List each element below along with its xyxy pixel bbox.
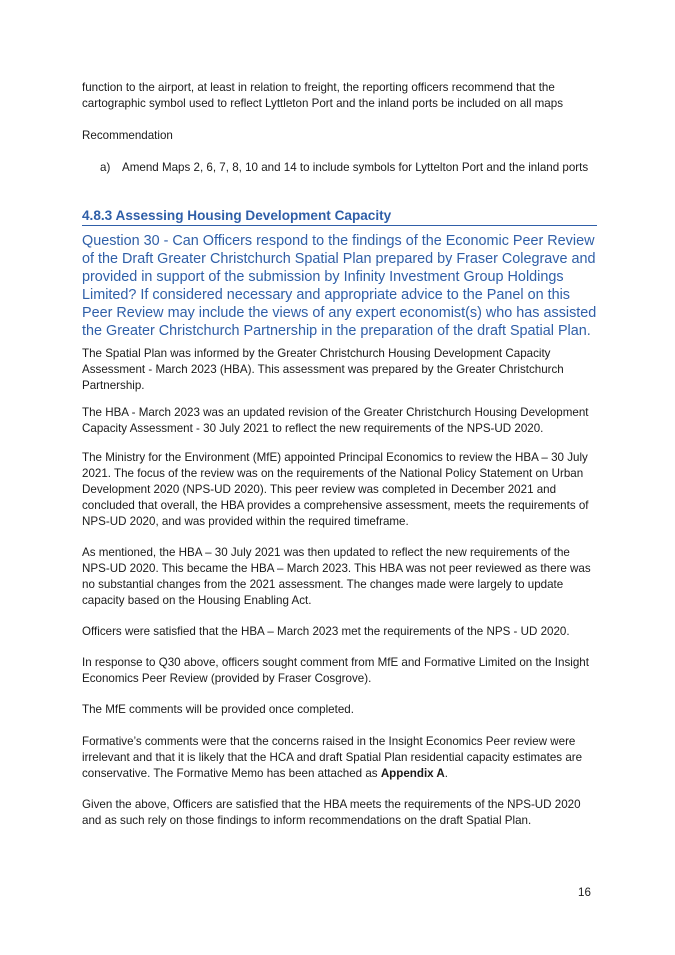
body-paragraph-8 <box>82 734 597 782</box>
section-heading: 4.8.3 Assessing Housing Development Capacity <box>82 208 597 226</box>
intro-paragraph: function to the airport, at least in relation to freight, the reporting officers recommend that the cartographic symbol used to reflect Lyttleton Port and the inland ports be included on all maps <box>82 81 563 110</box>
question-text: Question 30 - Can Officers respond to the findings of the Economic Peer Review of the Draft Greater Christchurch Spatial Plan prepared by Fraser Colegrave and provided in support of the submission by Infinity Investment Group Holdings Limited? If considered necessary and appropriate advice to the Panel on this Peer Review may include the views of any expert economist(s) who has assisted the Greater Christchurch Partnership in the preparation of the draft Spatial Plan. <box>82 233 597 339</box>
sentence-end: . <box>444 767 449 780</box>
recommendation-label: Recommendation <box>82 129 173 142</box>
page-number: 16 <box>578 886 591 899</box>
body-paragraph-2: The HBA - March 2023 was an updated revision of the Greater Christchurch Housing Development Capacity Assessment - 30 July 2021 to reflect the new requirements of the NPS-UD 2020. <box>82 406 589 435</box>
body-paragraph-7: The MfE comments will be provided once completed. <box>82 703 354 716</box>
body-paragraph-6: In response to Q30 above, officers sought comment from MfE and Formative Limited on the Insight Economics Peer Review (provided by Fraser Cosgrove). <box>82 656 589 685</box>
body-paragraph-3: The Ministry for the Environment (MfE) appointed Principal Economics to review the HBA – 30 July 2021. The focus of the review was on the requirements of the National Policy Statement on Urban Development 2020 (NPS-UD 2020). This peer review was completed in December 2021 and concluded that overall, the HBA provides a comprehensive assessment, meets the requirements of NPS-UD 2020, and was provided within the required timeframe. <box>82 451 589 528</box>
body-paragraph-5: Officers were satisfied that the HBA – March 2023 met the requirements of the NPS - UD 2020. <box>82 625 570 638</box>
list-marker: a) <box>100 161 111 174</box>
appendix-a-reference: Appendix A <box>380 767 445 780</box>
body-paragraph-1: The Spatial Plan was informed by the Greater Christchurch Housing Development Capacity Assessment - March 2023 (HBA). This assessment was prepared by the Greater Christchurch Partnership. <box>82 347 564 392</box>
body-paragraph-9: Given the above, Officers are satisfied that the HBA meets the requirements of the NPS-UD 2020 and as such rely on those findings to inform recommendations on the draft Spatial Plan. <box>82 798 581 827</box>
formative-comment-text: Formative’s comments were that the concerns raised in the Insight Economics Peer review were irrelevant and that it is likely that the HCA and draft Spatial Plan residential capacity estimates are conservative. The Formative Memo has been attached as <box>82 735 583 780</box>
body-paragraph-4: As mentioned, the HBA – 30 July 2021 was then updated to reflect the new requirements of the NPS-UD 2020. This became the HBA – March 2023. This HBA was not peer reviewed as there was no substantial changes from the 2021 assessment. The changes made were largely to update capacity based on the Housing Enabling Act. <box>82 546 591 607</box>
recommendation-list-item <box>100 160 600 176</box>
list-item-text: Amend Maps 2, 6, 7, 8, 10 and 14 to include symbols for Lyttelton Port and the inland ports <box>122 161 589 174</box>
